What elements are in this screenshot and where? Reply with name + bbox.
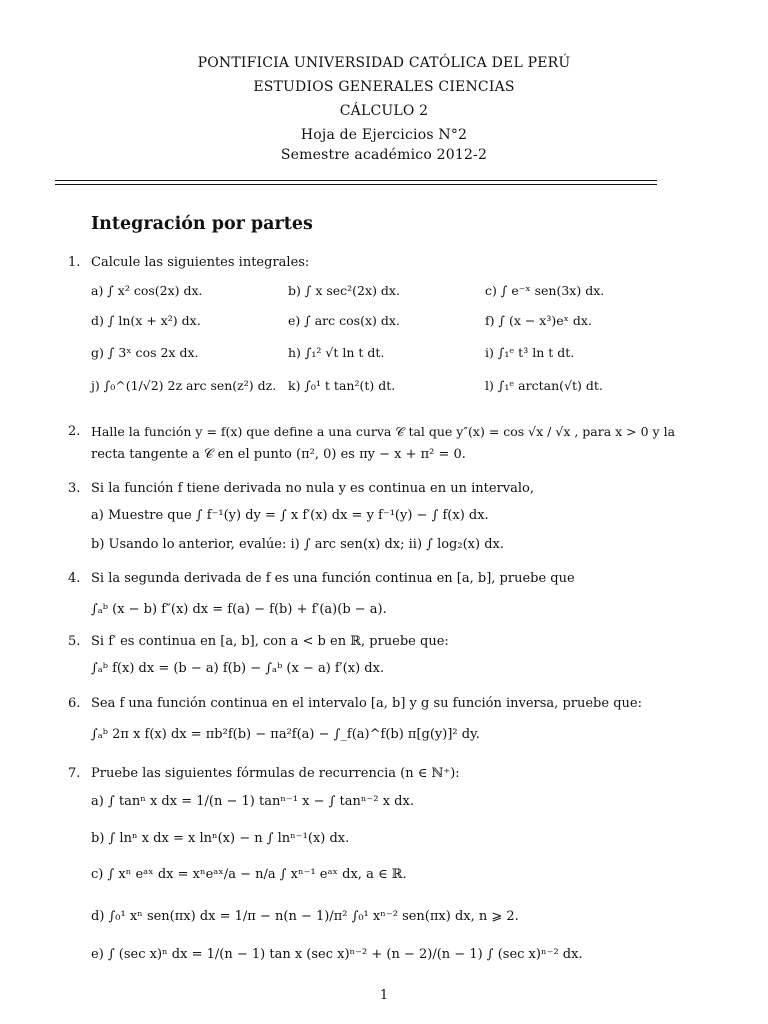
- problem-5-formula: ∫ₐᵇ f(x) dx = (b − a) f(b) − ∫ₐᵇ (x − a) f′(x) dx.: [91, 661, 385, 676]
- problem-number: 6.: [68, 696, 81, 711]
- course-name: CÁLCULO 2: [339, 103, 429, 119]
- problem-number: 3.: [68, 481, 81, 496]
- integral-d: d) ∫ ln(x + x²) dx.: [91, 313, 201, 328]
- problem-6-text: Sea f una función continua en el intervalo [a, b] y g su función inversa, pruebe que:: [91, 696, 642, 711]
- integral-g: g) ∫ 3ˣ cos 2x dx.: [91, 345, 199, 360]
- integral-b: b) ∫ x sec²(2x) dx.: [288, 283, 400, 298]
- problem-7-part-d: d) ∫₀¹ xⁿ sen(πx) dx = 1/π − n(n − 1)/π² ∫₀¹ xⁿ⁻² sen(πx) dx, n ⩾ 2.: [91, 909, 519, 924]
- integral-c: c) ∫ e⁻ˣ sen(3x) dx.: [485, 283, 605, 298]
- problem-number: 5.: [68, 634, 81, 649]
- problem-number: 4.: [68, 571, 81, 586]
- problem-5-text: Si f′ es continua en [a, b], con a < b en ℝ, pruebe que:: [91, 634, 449, 649]
- problem-number: 1.: [68, 255, 81, 270]
- integral-j: j) ∫₀^(1/√2) 2z arc sen(z²) dz.: [91, 378, 277, 393]
- integral-h: h) ∫₁² √t ln t dt.: [288, 345, 385, 360]
- page-number: 1: [379, 988, 389, 1003]
- problem-7-part-c: c) ∫ xⁿ eᵃˣ dx = xⁿeᵃˣ/a − n/a ∫ xⁿ⁻¹ eᵃˣ dx, a ∈ ℝ.: [91, 867, 407, 882]
- integral-k: k) ∫₀¹ t tan²(t) dt.: [288, 378, 396, 393]
- problem-2-line-1: Halle la función y = f(x) que define a una curva 𝒞 tal que y″(x) = cos √x / √x , para x > 0 y la: [91, 424, 676, 439]
- header-rule-top: [55, 180, 657, 181]
- integral-e: e) ∫ arc cos(x) dx.: [288, 313, 400, 328]
- integral-f: f) ∫ (x − x³)eˣ dx.: [485, 313, 592, 328]
- semester: Semestre académico 2012-2: [280, 147, 488, 163]
- problem-3-text: Si la función f tiene derivada no nula y es continua en un intervalo,: [91, 481, 534, 496]
- problem-6-formula: ∫ₐᵇ 2π x f(x) dx = πb²f(b) − πa²f(a) − ∫_f(a)^f(b) π[g(y)]² dy.: [91, 727, 480, 742]
- problem-3-part-b: b) Usando lo anterior, evalúe: i) ∫ arc sen(x) dx; ii) ∫ log₂(x) dx.: [91, 537, 504, 552]
- problem-3-part-a: a) Muestre que ∫ f⁻¹(y) dy = ∫ x f′(x) dx = y f⁻¹(y) − ∫ f(x) dx.: [91, 508, 489, 523]
- integral-i: i) ∫₁ᵉ t³ ln t dt.: [485, 345, 575, 360]
- integral-a: a) ∫ x² cos(2x) dx.: [91, 283, 203, 298]
- faculty-name: ESTUDIOS GENERALES CIENCIAS: [253, 79, 515, 95]
- integral-l: l) ∫₁ᵉ arctan(√t) dt.: [485, 378, 603, 393]
- university-name: PONTIFICIA UNIVERSIDAD CATÓLICA DEL PERÚ: [197, 55, 571, 71]
- problem-1-text: Calcule las siguientes integrales:: [91, 255, 310, 270]
- problem-number: 2.: [68, 424, 81, 439]
- problem-number: 7.: [68, 766, 81, 781]
- sheet-title: Hoja de Ejercicios N°2: [300, 127, 468, 143]
- section-title: Integración por partes: [91, 214, 313, 234]
- header-rule-bottom: [55, 184, 657, 185]
- problem-7-part-b: b) ∫ lnⁿ x dx = x lnⁿ(x) − n ∫ lnⁿ⁻¹(x) dx.: [91, 831, 350, 846]
- problem-7-part-a: a) ∫ tanⁿ x dx = 1/(n − 1) tanⁿ⁻¹ x − ∫ tanⁿ⁻² x dx.: [91, 794, 414, 809]
- problem-7-part-e: e) ∫ (sec x)ⁿ dx = 1/(n − 1) tan x (sec x)ⁿ⁻² + (n − 2)/(n − 1) ∫ (sec x)ⁿ⁻² dx.: [91, 947, 583, 962]
- problem-2-line-2: recta tangente a 𝒞 en el punto (π², 0) es πy − x + π² = 0.: [91, 447, 466, 462]
- problem-4-formula: ∫ₐᵇ (x − b) f″(x) dx = f(a) − f(b) + f′(a)(b − a).: [91, 602, 387, 617]
- problem-7-text: Pruebe las siguientes fórmulas de recurrencia (n ∈ ℕ⁺):: [91, 766, 460, 781]
- problem-4-text: Si la segunda derivada de f es una función continua en [a, b], pruebe que: [91, 571, 575, 586]
